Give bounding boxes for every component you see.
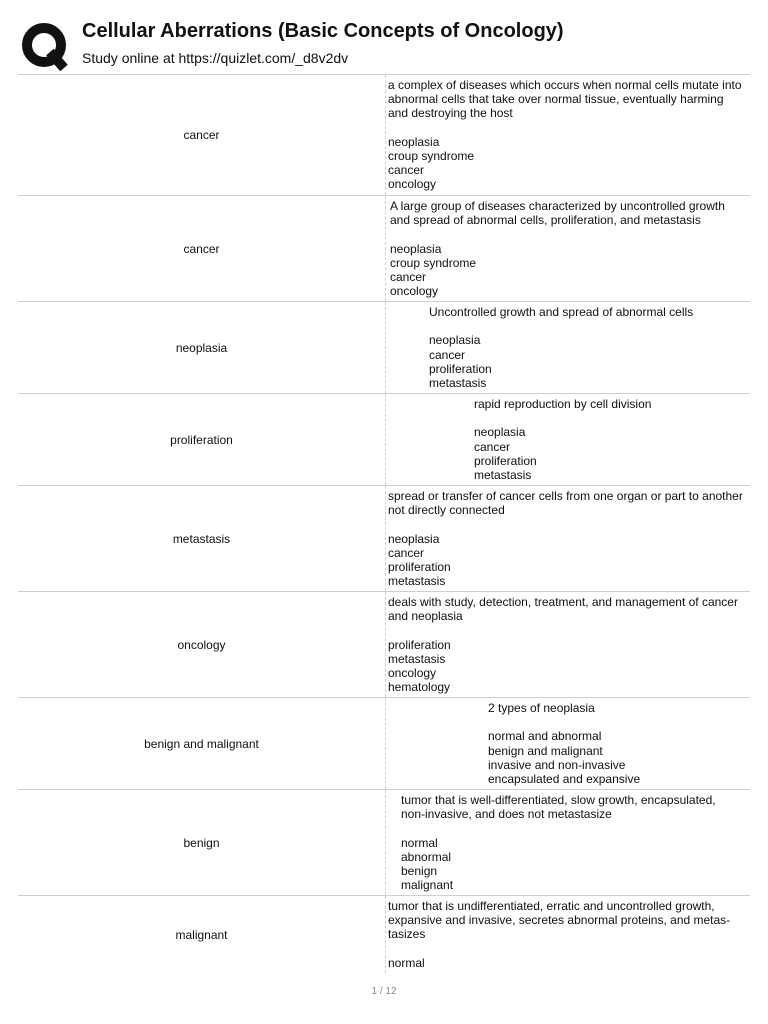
option-item: cancer — [388, 163, 425, 178]
card-row — [18, 591, 750, 697]
term-cell: malignant — [175, 927, 228, 942]
definition-line: spread or transfer of cancer cells from one organ or part to another — [388, 489, 743, 503]
card-row — [18, 697, 750, 789]
definition-cell — [385, 698, 750, 789]
option-item: metastasis — [388, 651, 446, 666]
quizlet-logo-icon — [20, 20, 70, 72]
option-item: neoplasia — [388, 531, 440, 546]
card-row — [18, 789, 750, 895]
definition-line: Uncontrolled growth and spread of abnormal cells — [429, 305, 694, 319]
option-item: oncology — [390, 284, 439, 299]
term-cell: benign — [183, 835, 220, 850]
option-item: invasive and non-invasive — [488, 757, 626, 772]
option-item: proliferation — [388, 560, 451, 574]
term-cell: oncology — [177, 637, 226, 652]
definition-line: 2 types of neoplasia — [488, 701, 595, 715]
page-header — [0, 0, 768, 74]
option-item: neoplasia — [388, 134, 440, 149]
option-item: normal — [388, 955, 425, 970]
definition-cell — [385, 486, 750, 591]
definition-line: and destroying the host — [388, 106, 513, 121]
option-item: cancer — [474, 439, 511, 454]
definition-line: tumor that is well-differentiated, slow growth, encapsulated, — [401, 793, 716, 807]
option-item: metastasis — [429, 376, 487, 390]
option-item: proliferation — [429, 361, 492, 376]
card-row — [18, 393, 750, 485]
page-number: 1 / 12 — [371, 986, 397, 997]
definition-line: expansive and invasive, secretes abnormal proteins, and metas- — [388, 913, 731, 928]
definition-line: rapid reproduction by cell division — [474, 397, 652, 411]
option-item: cancer — [390, 270, 427, 284]
term-cell: benign and malignant — [144, 736, 259, 751]
definition-cell — [385, 196, 750, 301]
option-item: oncology — [388, 177, 437, 192]
card-row — [18, 895, 750, 973]
term-cell: cancer — [183, 128, 220, 142]
card-row — [18, 485, 750, 591]
option-item: hematology — [388, 680, 451, 695]
option-item: neoplasia — [429, 333, 481, 348]
page-title: Cellular Aberrations (Basic Concepts of Oncology) — [82, 20, 564, 42]
definition-line: tasizes — [388, 927, 426, 942]
option-item: neoplasia — [390, 241, 442, 256]
option-item: normal and abnormal — [488, 729, 602, 744]
option-item: abnormal — [401, 849, 452, 864]
definition-cell — [385, 394, 750, 485]
definition-line: abnormal cells that take over normal tissue, eventually harming — [388, 92, 724, 107]
definition-line: and neoplasia — [388, 609, 463, 624]
definition-cell — [385, 302, 750, 393]
definition-cell — [385, 790, 750, 895]
option-item: cancer — [388, 545, 425, 560]
term-cell: metastasis — [172, 531, 231, 546]
option-item: proliferation — [388, 637, 451, 652]
definition-line: a complex of diseases which occurs when normal cells mutate into — [388, 78, 742, 92]
card-row — [18, 301, 750, 393]
definition-line: deals with study, detection, treatment, and management of cancer — [388, 595, 738, 609]
option-item: malignant — [401, 878, 454, 893]
definition-line: tumor that is undifferentiated, erratic and uncontrolled growth, — [388, 899, 715, 913]
definition-line: non-invasive, and does not metastasize — [401, 807, 612, 822]
definition-line: A large group of diseases characterized by uncontrolled growth — [390, 199, 725, 213]
definition-line: and spread of abnormal cells, proliferation, and metastasis — [390, 213, 701, 228]
term-cell: cancer — [183, 241, 220, 256]
definition-cell — [385, 896, 750, 973]
option-item: oncology — [388, 666, 437, 680]
option-item: croup syndrome — [388, 149, 475, 163]
term-cell: neoplasia — [175, 340, 228, 355]
study-link[interactable]: Study online at https://quizlet.com/_d8v2dv — [82, 50, 349, 66]
definition-line: not directly connected — [388, 503, 505, 518]
option-item: cancer — [429, 347, 466, 362]
flashcard-table — [18, 74, 750, 973]
option-item: metastasis — [388, 574, 446, 589]
option-item: benign — [401, 864, 438, 878]
option-item: metastasis — [474, 468, 532, 482]
option-item: benign and malignant — [488, 743, 603, 758]
option-item: neoplasia — [474, 425, 526, 440]
option-item: encapsulated and expansive — [488, 772, 641, 786]
card-row — [18, 195, 750, 301]
term-cell: proliferation — [170, 432, 233, 447]
card-row — [18, 74, 750, 195]
option-item: proliferation — [474, 453, 537, 468]
definition-cell — [385, 592, 750, 697]
definition-cell — [385, 75, 750, 195]
option-item: croup syndrome — [390, 255, 477, 270]
option-item: normal — [401, 835, 438, 850]
